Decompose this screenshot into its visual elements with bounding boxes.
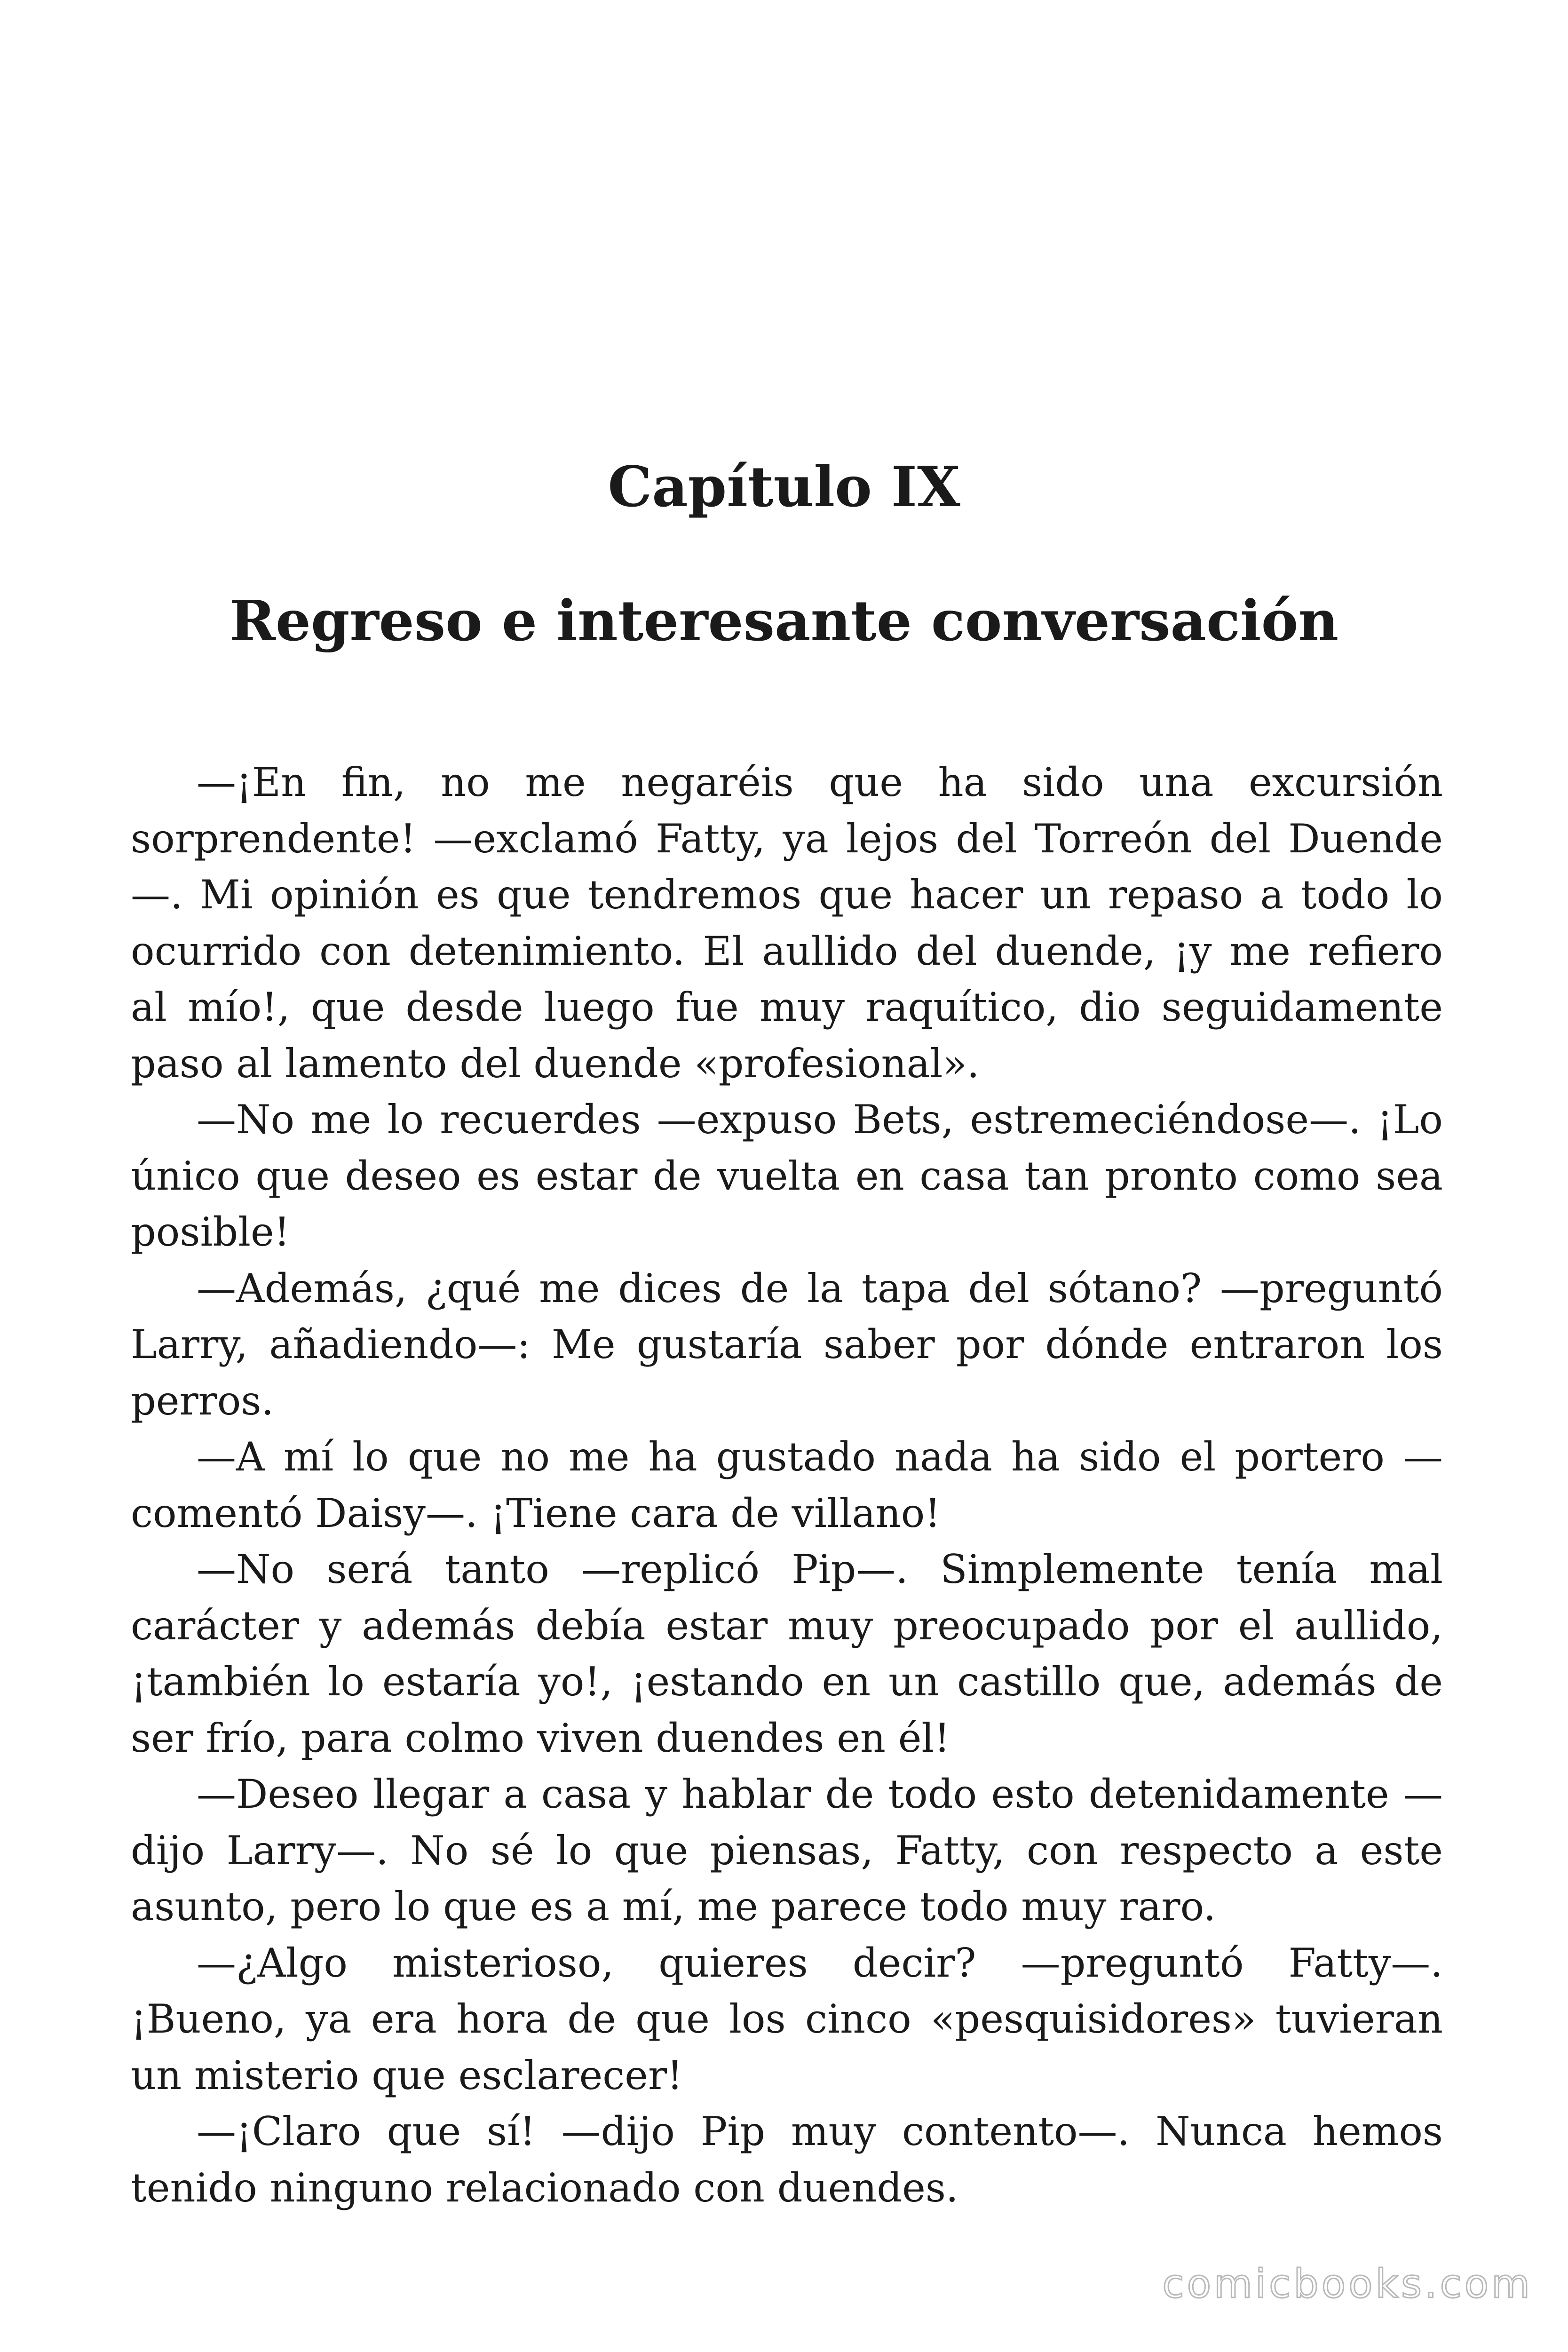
chapter-title: Regreso e interesante conversación	[229, 588, 1339, 653]
paragraph: —No me lo recuerdes —expuso Bets, estremeciéndose—. ¡Lo único que deseo es estar de vuelta en casa tan pronto como sea posible!	[131, 1097, 1443, 1255]
paragraph: —A mí lo que no me ha gustado nada ha sido el portero —comentó Daisy—. ¡Tiene cara de villano!	[131, 1434, 1443, 1536]
paragraph: —¿Algo misterioso, quieres decir? —preguntó Fatty—. ¡Bueno, ya era hora de que los cinco «pesquisidores» tuvieran un misterio que esclarecer!	[131, 1939, 1443, 2098]
paragraph: —Además, ¿qué me dices de la tapa del sótano? —preguntó Larry, añadiendo—: Me gustaría saber por dónde entraron los perros.	[131, 1265, 1443, 1424]
chapter-body	[131, 755, 1443, 2216]
paragraph: —¡Claro que sí! —dijo Pip muy contento—. Nunca hemos tenido ninguno relacionado con duendes.	[131, 2108, 1443, 2211]
watermark: comicbooks.com	[1162, 2261, 1533, 2307]
chapter-number: Capítulo IX	[608, 454, 960, 519]
paragraph: —¡En fin, no me negaréis que ha sido una excursión sorprendente! —exclamó Fatty, ya lejos del Torreón del Duende—. Mi opinión es que tendremos que hacer un repaso a todo lo ocurrido con detenimiento. El aullido del duende, ¡y me refiero al mío!, que desde luego fue muy raquítico, dio seguidamente paso al lamento del duende «profesional».	[131, 759, 1443, 1087]
paragraph: —Deseo llegar a casa y hablar de todo esto detenidamente —dijo Larry—. No sé lo que piensas, Fatty, con respecto a este asunto, pero lo que es a mí, me parece todo muy raro.	[131, 1771, 1443, 1930]
paragraph: —No será tanto —replicó Pip—. Simplemente tenía mal carácter y además debía estar muy preocupado por el aullido, ¡también lo estaría yo!, ¡estando en un castillo que, además de ser frío, para colmo viven duendes en él!	[131, 1546, 1443, 1761]
